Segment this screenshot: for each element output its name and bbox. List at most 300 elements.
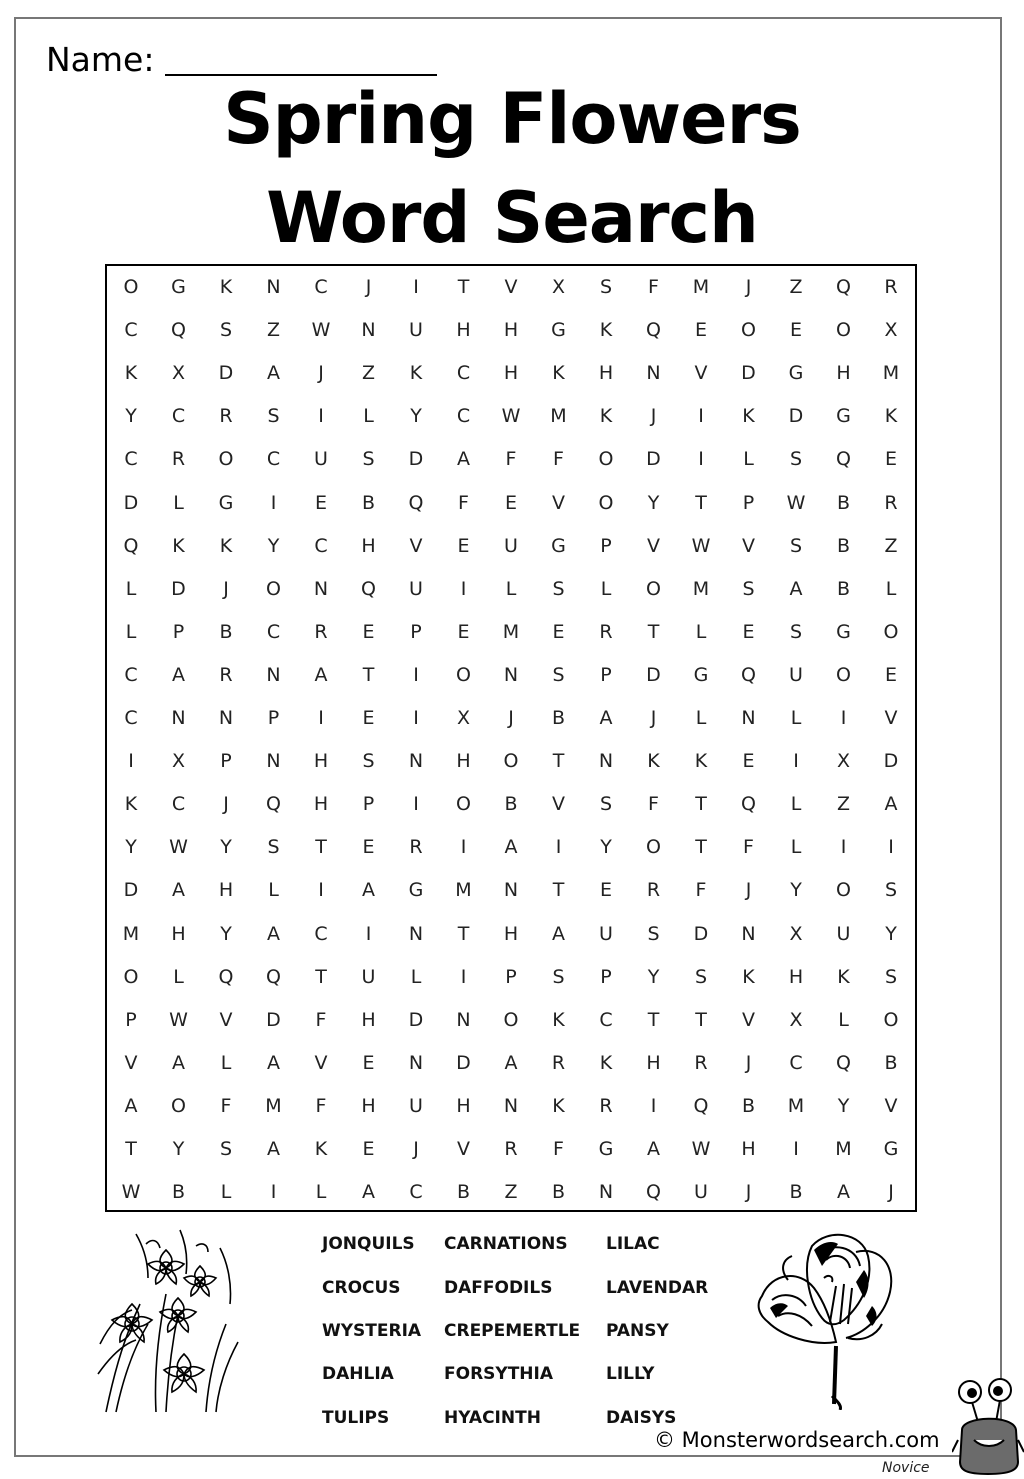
grid-letter[interactable]: H [741,1138,756,1160]
grid-letter[interactable]: U [836,922,851,945]
grid-letter[interactable]: M [692,577,710,600]
grid-letter[interactable]: F [315,1008,327,1031]
grid-letter[interactable]: U [409,577,423,600]
grid-letter[interactable]: V [884,1094,898,1117]
grid-letter[interactable]: M [122,922,140,945]
grid-letter[interactable]: S [694,965,708,988]
grid-letter[interactable]: K [599,319,613,342]
grid-letter[interactable]: E [789,319,802,342]
grid-letter[interactable]: Z [266,319,281,342]
grid-letter[interactable]: B [551,707,566,729]
grid-letter[interactable]: B [504,793,518,816]
grid-letter[interactable]: W [169,836,188,859]
grid-letter[interactable]: D [218,362,234,385]
grid-letter[interactable]: I [793,750,799,773]
grid-letter[interactable]: V [742,534,755,557]
grid-letter[interactable]: I [793,1138,799,1160]
grid-letter[interactable]: M [882,362,900,385]
grid-letter[interactable]: M [265,1094,282,1117]
grid-letter[interactable]: G [693,663,709,686]
grid-letter[interactable]: L [173,965,184,988]
grid-letter[interactable]: B [789,1181,803,1204]
grid-letter[interactable]: C [789,1051,803,1074]
grid-letter[interactable]: L [790,707,802,729]
grid-letter[interactable]: I [460,577,467,600]
grid-letter[interactable]: L [173,491,184,514]
grid-letter[interactable]: O [266,577,281,600]
grid-letter[interactable]: R [409,836,423,859]
grid-letter[interactable]: N [266,276,281,298]
grid-letter[interactable]: V [694,362,708,385]
grid-letter[interactable]: G [836,620,851,643]
grid-letter[interactable]: I [888,836,894,859]
grid-letter[interactable]: H [456,319,471,342]
grid-letter[interactable]: R [884,491,898,514]
grid-letter[interactable]: O [836,663,851,686]
grid-letter[interactable]: I [365,922,372,945]
grid-letter[interactable]: A [267,362,280,385]
grid-letter[interactable]: O [123,276,139,298]
grid-letter[interactable]: Y [647,491,660,514]
grid-letter[interactable]: M [502,620,520,643]
grid-letter[interactable]: E [362,1051,375,1074]
grid-letter[interactable]: K [124,793,138,816]
grid-letter[interactable]: Y [125,836,137,859]
grid-letter[interactable]: H [503,319,519,342]
grid-letter[interactable]: J [745,1181,752,1204]
grid-letter[interactable]: G [171,276,186,298]
grid-letter[interactable]: M [692,276,710,298]
grid-letter[interactable]: A [124,1094,138,1117]
grid-letter[interactable]: B [741,1094,756,1117]
grid-letter[interactable]: C [124,448,138,471]
grid-letter[interactable]: L [885,577,897,600]
grid-letter[interactable]: P [742,491,755,514]
grid-letter[interactable]: O [171,1094,186,1117]
grid-letter[interactable]: R [884,276,898,298]
grid-letter[interactable]: B [836,577,851,600]
grid-letter[interactable]: S [267,836,280,859]
grid-letter[interactable]: E [742,750,755,773]
grid-letter[interactable]: V [409,534,423,557]
grid-letter[interactable]: S [789,534,803,557]
grid-letter[interactable]: O [218,448,234,471]
grid-letter[interactable]: T [647,1008,660,1031]
grid-letter[interactable]: U [694,1181,708,1204]
grid-letter[interactable]: V [742,1008,755,1031]
grid-letter[interactable]: K [837,965,850,988]
grid-letter[interactable]: J [223,577,229,600]
grid-letter[interactable]: J [745,879,752,902]
grid-letter[interactable]: F [553,1138,564,1160]
grid-letter[interactable]: N [408,922,424,945]
grid-letter[interactable]: L [838,1008,849,1031]
grid-letter[interactable]: J [745,276,752,298]
grid-letter[interactable]: N [456,1008,471,1031]
grid-letter[interactable]: N [266,750,281,773]
grid-letter[interactable]: L [268,879,279,902]
grid-letter[interactable]: D [408,1008,424,1031]
grid-letter[interactable]: K [552,1008,565,1031]
grid-letter[interactable]: C [456,362,471,385]
grid-letter[interactable]: C [124,663,138,686]
grid-letter[interactable]: G [788,362,804,385]
grid-letter[interactable]: I [270,491,277,514]
grid-letter[interactable]: K [884,405,898,428]
grid-letter[interactable]: L [743,448,754,471]
grid-letter[interactable]: L [363,405,374,428]
grid-letter[interactable]: T [647,620,660,643]
grid-letter[interactable]: D [456,1051,471,1074]
grid-letter[interactable]: C [314,922,328,945]
grid-letter[interactable]: M [835,1138,852,1160]
grid-letter[interactable]: Y [647,965,660,988]
grid-letter[interactable]: T [315,836,327,859]
grid-letter[interactable]: O [456,663,471,686]
grid-letter[interactable]: U [409,1094,423,1117]
grid-letter[interactable]: V [314,1051,328,1074]
grid-letter[interactable]: G [598,1138,614,1160]
grid-letter[interactable]: C [124,319,138,342]
grid-letter[interactable]: J [650,405,657,428]
grid-letter[interactable]: B [171,1181,186,1204]
grid-letter[interactable]: A [172,879,185,902]
grid-letter[interactable]: K [409,362,423,385]
grid-letter[interactable]: Q [836,1051,851,1074]
grid-letter[interactable]: G [408,879,424,902]
grid-letter[interactable]: A [172,663,185,686]
grid-letter[interactable]: U [789,663,803,686]
grid-letter[interactable]: U [361,965,376,988]
grid-letter[interactable]: R [219,405,233,428]
grid-letter[interactable]: L [220,1181,232,1204]
grid-letter[interactable]: J [745,1051,752,1074]
grid-letter[interactable]: B [836,534,851,557]
grid-letter[interactable]: I [460,836,467,859]
grid-letter[interactable]: U [314,448,328,471]
grid-letter[interactable]: S [552,663,565,686]
grid-letter[interactable]: J [318,362,324,385]
grid-letter[interactable]: Y [790,879,802,902]
grid-letter[interactable]: X [789,922,803,945]
grid-letter[interactable]: S [647,922,660,945]
grid-letter[interactable]: I [698,448,704,471]
grid-letter[interactable]: N [503,879,519,902]
grid-letter[interactable]: X [836,750,851,773]
grid-letter[interactable]: P [600,534,612,557]
grid-letter[interactable]: S [742,577,755,600]
grid-letter[interactable]: S [552,965,565,988]
grid-letter[interactable]: K [314,1138,328,1160]
grid-letter[interactable]: T [457,922,470,945]
grid-letter[interactable]: O [503,1008,519,1031]
grid-letter[interactable]: H [503,922,519,945]
grid-letter[interactable]: A [504,1051,518,1074]
grid-letter[interactable]: N [266,663,281,686]
grid-letter[interactable]: S [552,577,565,600]
grid-letter[interactable]: G [883,1138,899,1160]
grid-letter[interactable]: B [551,1181,566,1204]
grid-letter[interactable]: N [408,1051,424,1074]
grid-letter[interactable]: N [408,750,424,773]
grid-letter[interactable]: A [172,1051,185,1074]
grid-letter[interactable]: M [455,879,472,902]
grid-letter[interactable]: V [552,491,565,514]
grid-letter[interactable]: Y [885,922,897,945]
grid-letter[interactable]: R [694,1051,708,1074]
grid-letter[interactable]: K [552,362,565,385]
grid-letter[interactable]: S [789,448,803,471]
grid-letter[interactable]: O [598,448,614,471]
grid-letter[interactable]: A [267,1138,280,1160]
name-field-line[interactable] [165,74,437,76]
grid-letter[interactable]: H [361,534,376,557]
grid-letter[interactable]: S [219,319,233,342]
grid-letter[interactable]: I [650,1094,657,1117]
grid-letter[interactable]: N [218,707,234,729]
grid-letter[interactable]: J [365,276,372,298]
grid-letter[interactable]: K [599,405,613,428]
grid-letter[interactable]: L [600,577,612,600]
grid-letter[interactable]: C [314,276,328,298]
grid-letter[interactable]: P [600,663,612,686]
grid-letter[interactable]: Q [408,491,424,514]
grid-letter[interactable]: I [840,707,847,729]
grid-letter[interactable]: N [361,319,376,342]
grid-letter[interactable]: Q [123,534,139,557]
grid-letter[interactable]: D [883,750,899,773]
grid-letter[interactable]: Y [220,836,232,859]
grid-letter[interactable]: X [171,750,186,773]
grid-letter[interactable]: E [599,879,612,902]
grid-letter[interactable]: Q [171,319,186,342]
grid-letter[interactable]: Y [220,922,232,945]
grid-letter[interactable]: R [551,1051,566,1074]
grid-letter[interactable]: P [220,750,232,773]
grid-letter[interactable]: Q [836,448,851,471]
grid-letter[interactable]: W [311,319,331,342]
grid-letter[interactable]: F [315,1094,327,1117]
grid-letter[interactable]: Z [836,793,851,816]
grid-letter[interactable]: Q [361,577,376,600]
grid-letter[interactable]: F [505,448,517,471]
grid-letter[interactable]: L [790,836,802,859]
grid-letter[interactable]: H [598,362,614,385]
grid-letter[interactable]: L [695,707,707,729]
grid-letter[interactable]: I [413,707,419,729]
grid-letter[interactable]: Q [266,965,281,988]
grid-letter[interactable]: E [362,1138,375,1160]
grid-letter[interactable]: W [691,1138,711,1160]
grid-letter[interactable]: N [503,663,519,686]
grid-letter[interactable]: X [171,362,186,385]
grid-letter[interactable]: C [266,448,281,471]
grid-letter[interactable]: T [552,750,565,773]
grid-letter[interactable]: Q [836,276,851,298]
grid-letter[interactable]: H [313,750,329,773]
grid-letter[interactable]: C [314,534,328,557]
grid-letter[interactable]: I [555,836,562,859]
grid-letter[interactable]: S [267,405,280,428]
grid-letter[interactable]: D [408,448,424,471]
grid-letter[interactable]: N [503,1094,519,1117]
grid-letter[interactable]: K [172,534,185,557]
grid-letter[interactable]: O [646,577,661,600]
grid-letter[interactable]: N [171,707,186,729]
grid-letter[interactable]: O [456,793,471,816]
grid-letter[interactable]: I [698,405,704,428]
grid-letter[interactable]: N [313,577,329,600]
grid-letter[interactable]: R [599,620,613,643]
grid-letter[interactable]: I [840,836,847,859]
grid-letter[interactable]: L [125,620,137,643]
grid-letter[interactable]: S [599,793,613,816]
grid-letter[interactable]: T [552,879,565,902]
grid-letter[interactable]: E [694,319,707,342]
grid-letter[interactable]: W [121,1181,141,1204]
grid-letter[interactable]: P [125,1008,137,1031]
grid-letter[interactable]: O [646,836,661,859]
grid-letter[interactable]: K [742,405,755,428]
grid-letter[interactable]: G [551,319,566,342]
grid-letter[interactable]: C [171,405,186,428]
grid-letter[interactable]: Z [789,276,803,298]
grid-letter[interactable]: C [599,1008,613,1031]
grid-letter[interactable]: Q [741,793,756,816]
grid-letter[interactable]: W [169,1008,188,1031]
grid-letter[interactable]: A [314,663,328,686]
grid-letter[interactable]: T [362,663,375,686]
grid-letter[interactable]: Y [267,534,280,557]
grid-letter[interactable]: Q [266,793,281,816]
grid-letter[interactable]: A [362,879,375,902]
grid-letter[interactable]: P [410,620,422,643]
grid-letter[interactable]: K [599,1051,613,1074]
grid-letter[interactable]: A [504,836,518,859]
grid-letter[interactable]: E [884,663,897,686]
grid-letter[interactable]: V [647,534,660,557]
grid-letter[interactable]: B [884,1051,898,1074]
grid-letter[interactable]: O [503,750,519,773]
grid-letter[interactable]: X [884,319,898,342]
grid-letter[interactable]: F [648,793,659,816]
grid-letter[interactable]: O [741,319,756,342]
grid-letter[interactable]: E [884,448,897,471]
grid-letter[interactable]: Y [600,836,612,859]
grid-letter[interactable]: E [457,620,470,643]
grid-letter[interactable]: H [218,879,234,902]
grid-letter[interactable]: K [219,534,233,557]
grid-letter[interactable]: L [125,577,137,600]
grid-letter[interactable]: H [313,793,329,816]
grid-letter[interactable]: N [741,707,756,729]
grid-letter[interactable]: D [693,922,709,945]
grid-letter[interactable]: K [552,1094,565,1117]
grid-letter[interactable]: G [551,534,566,557]
grid-letter[interactable]: H [361,1094,376,1117]
grid-letter[interactable]: G [836,405,851,428]
grid-letter[interactable]: J [888,1181,894,1204]
grid-letter[interactable]: X [456,707,471,729]
grid-letter[interactable]: H [171,922,186,945]
grid-letter[interactable]: D [646,663,661,686]
grid-letter[interactable]: B [361,491,376,514]
grid-letter[interactable]: J [650,707,657,729]
grid-letter[interactable]: A [552,922,565,945]
grid-letter[interactable]: T [695,491,707,514]
grid-letter[interactable]: Z [504,1181,518,1204]
grid-letter[interactable]: F [695,879,707,902]
grid-letter[interactable]: Q [646,319,661,342]
grid-letter[interactable]: A [647,1138,660,1160]
grid-letter[interactable]: H [836,362,851,385]
grid-letter[interactable]: R [314,620,328,643]
grid-letter[interactable]: C [266,620,281,643]
grid-letter[interactable]: M [787,1094,805,1117]
grid-letter[interactable]: E [504,491,517,514]
grid-letter[interactable]: T [695,836,707,859]
grid-letter[interactable]: K [742,965,755,988]
grid-letter[interactable]: V [124,1051,138,1074]
grid-letter[interactable]: L [505,577,517,600]
grid-letter[interactable]: V [504,276,518,298]
grid-letter[interactable]: D [646,448,661,471]
grid-letter[interactable]: S [599,276,613,298]
grid-letter[interactable]: O [836,319,851,342]
grid-letter[interactable]: F [458,491,469,514]
grid-letter[interactable]: J [413,1138,419,1160]
grid-letter[interactable]: C [456,405,471,428]
grid-letter[interactable]: I [413,276,419,298]
grid-letter[interactable]: D [123,879,139,902]
grid-letter[interactable]: T [457,276,470,298]
grid-letter[interactable]: F [648,276,659,298]
grid-letter[interactable]: Q [646,1181,661,1204]
grid-letter[interactable]: I [318,707,324,729]
grid-letter[interactable]: Y [125,405,137,428]
grid-letter[interactable]: W [691,534,711,557]
grid-letter[interactable]: A [789,577,803,600]
grid-letter[interactable]: B [836,491,851,514]
grid-letter[interactable]: N [598,750,614,773]
grid-letter[interactable]: U [409,319,423,342]
grid-letter[interactable]: J [508,707,514,729]
grid-letter[interactable]: Q [218,965,234,988]
grid-letter[interactable]: I [128,750,134,773]
grid-letter[interactable]: E [362,836,375,859]
grid-letter[interactable]: I [318,405,324,428]
grid-letter[interactable]: Z [884,534,898,557]
grid-letter[interactable]: F [220,1094,232,1117]
grid-letter[interactable]: G [218,491,234,514]
grid-letter[interactable]: F [743,836,754,859]
grid-letter[interactable]: C [171,793,186,816]
grid-letter[interactable]: L [220,1051,232,1074]
grid-letter[interactable]: V [457,1138,470,1160]
grid-letter[interactable]: O [123,965,139,988]
grid-letter[interactable]: D [741,362,756,385]
grid-letter[interactable]: Y [410,405,422,428]
grid-letter[interactable]: E [742,620,755,643]
grid-letter[interactable]: N [598,1181,614,1204]
grid-letter[interactable]: W [501,405,521,428]
grid-letter[interactable]: C [409,1181,423,1204]
grid-letter[interactable]: L [695,620,707,643]
grid-letter[interactable]: I [318,879,324,902]
grid-letter[interactable]: L [315,1181,327,1204]
grid-letter[interactable]: H [646,1051,661,1074]
grid-letter[interactable]: L [410,965,422,988]
